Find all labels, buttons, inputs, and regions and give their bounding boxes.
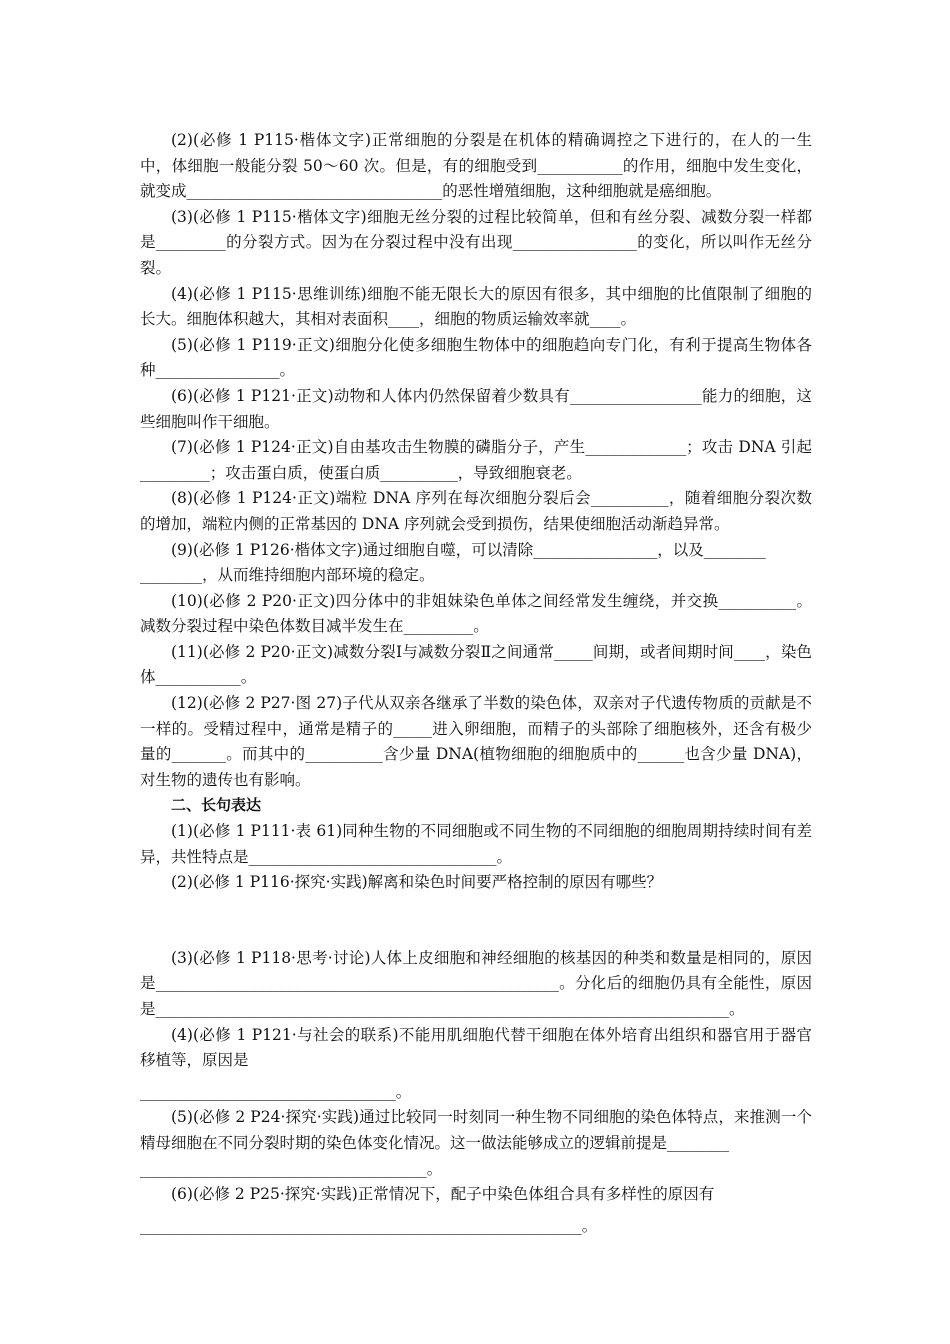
long-question: (2)(必修 1 P116·探究·实践)解离和染色时间要严格控制的原因有哪些？ [171, 873, 663, 892]
question-item-continuation: ________，从而维持细胞内部环境的稳定。 [140, 566, 435, 585]
long-question: (3)(必修 1 P118·思考·讨论)人体上皮细胞和神经细胞的核基因的种类和数量是相同的，原因是____________________________________________________。分化后的细胞仍具有全能性，原因是__________________________________________________________________________。 [140, 948, 812, 1018]
long-question: (5)(必修 2 P24·探究·实践)通过比较同一时刻同一种生物不同细胞的染色体特点，来推测一个精母细胞在不同分裂时期的染色体变化情况。这一做法能够成立的逻辑前提是________ [140, 1108, 812, 1152]
answer-line: _________________________________。 [140, 1082, 412, 1101]
question-item: (12)(必修 2 P27·图 27)子代从双亲各继承了半数的染色体，双亲对子代遗传物质的贡献是不一样的。受精过程中，通常是精子的_____进入卵细胞，而精子的头部除了细胞核外，还含有极少量的_______。而其中的__________含少量 DNA(植物细胞的细胞质中的______也含少量 DNA)，对生物的遗传也有影响。 [140, 694, 812, 789]
question-item: (7)(必修 1 P124·正文)自由基攻击生物膜的磷脂分子，产生_____________；攻击 DNA 引起_________；攻击蛋白质，使蛋白质__________，导致细胞衰老。 [140, 438, 812, 482]
question-item: (9)(必修 1 P126·楷体文字)通过细胞自噬，可以清除________________，以及________ [171, 540, 766, 559]
answer-line: _____________________________________。 [140, 1159, 443, 1178]
long-question: (1)(必修 1 P111·表 61)同种生物的不同细胞或不同生物的不同细胞的细胞周期持续时间有差异，共性特点是________________________________。 [140, 822, 812, 866]
long-question: (6)(必修 2 P25·探究·实践)正常情况下，配子中染色体组合具有多样性的原因有 [171, 1185, 715, 1204]
question-item: (2)(必修 1 P115·楷体文字)正常细胞的分裂是在机体的精确调控之下进行的，在人的一生中，体细胞一般能分裂 50～60 次。但是，有的细胞受到___________的作用，细胞中发生变化，就变成_________________________________的恶性增殖细胞，这种细胞就是癌细胞。 [140, 131, 812, 201]
answer-line: _________________________________________________________。 [140, 1216, 598, 1235]
question-item: (3)(必修 1 P115·楷体文字)细胞无丝分裂的过程比较简单，但和有丝分裂、减数分裂一样都是_________的分裂方式。因为在分裂过程中没有出现________________的变化，所以叫作无丝分裂。 [140, 207, 812, 277]
question-item: (5)(必修 1 P119·正文)细胞分化使多细胞生物体中的细胞趋向专门化，有利于提高生物体各种________________。 [140, 335, 812, 380]
long-question: (4)(必修 1 P121·与社会的联系)不能用肌细胞代替干细胞在体外培育出组织和器官用于器官移植等，原因是 [140, 1025, 812, 1070]
question-item: (6)(必修 1 P121·正文)动物和人体内仍然保留着少数具有_________________能力的细胞，这些细胞叫作干细胞。 [140, 386, 812, 431]
question-item: (4)(必修 1 P115·思维训练)细胞不能无限长大的原因有很多，其中细胞的比值限制了细胞的长大。细胞体积越大，其相对表面积____，细胞的物质运输效率就____。 [140, 284, 812, 329]
question-item: (11)(必修 2 P20·正文)减数分裂Ⅰ与减数分裂Ⅱ之间通常_____间期，或者间期时间____，染色体___________。 [140, 642, 812, 687]
question-item: (10)(必修 2 P20·正文)四分体中的非姐妹染色单体之间经常发生缠绕，并交换__________。减数分裂过程中染色体数目减半发生在_________。 [140, 591, 812, 636]
worksheet-page [140, 128, 812, 1239]
section-title: 二、长句表达 [171, 796, 262, 815]
question-item: (8)(必修 1 P124·正文)端粒 DNA 序列在每次细胞分裂后会__________，随着细胞分裂次数的增加，端粒内侧的正常基因的 DNA 序列就会受到损伤，结果使细胞活动渐趋异常。 [140, 489, 812, 533]
answer-space [140, 896, 812, 946]
